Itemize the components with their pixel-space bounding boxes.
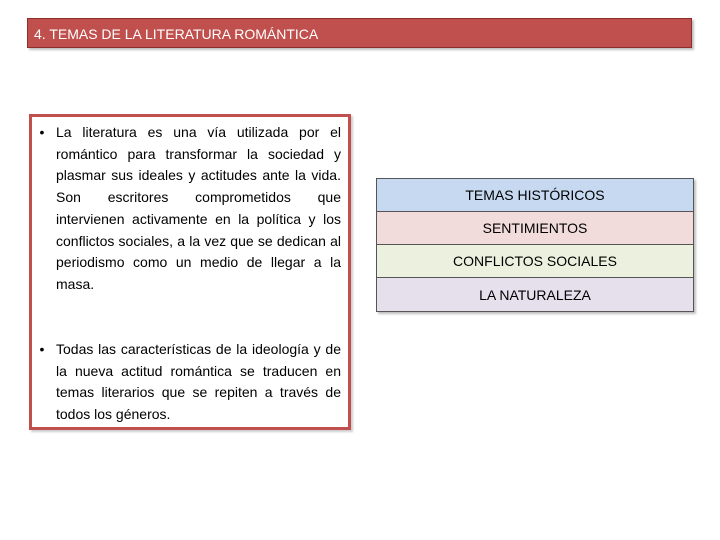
bullet-item [36, 122, 341, 296]
bullet-dot-icon: • [39, 341, 45, 357]
bullet-text: La literatura es una vía utilizada por el romántico para transformar la sociedad y plasmar sus ideales y actitudes ante la vida. Son escritores comprometidos que intervienen activamente en la política y los conflictos sociales, a la vez que se dedican al periodismo como un medio de llegar a la masa. [56, 124, 341, 292]
slide-title: 4. TEMAS DE LA LITERATURA ROMÁNTICA [34, 26, 319, 42]
topic-historical [377, 179, 693, 212]
bullet-dot-icon: • [39, 124, 45, 140]
topic-label: SENTIMIENTOS [482, 220, 588, 236]
topic-label: TEMAS HISTÓRICOS [465, 187, 605, 203]
topic-social-conflicts [377, 245, 693, 278]
topic-nature [377, 278, 693, 311]
content-box [29, 114, 351, 430]
topics-list [376, 178, 694, 312]
bullet-item [36, 339, 341, 426]
slide-title-bar [27, 18, 692, 48]
bullet-text: Todas las características de la ideología y de la nueva actitud romántica se traducen en temas literarios que se repiten a través de todos los géneros. [56, 341, 341, 423]
topic-label: CONFLICTOS SOCIALES [453, 253, 617, 269]
topic-feelings [377, 212, 693, 245]
topic-label: LA NATURALEZA [479, 286, 591, 303]
